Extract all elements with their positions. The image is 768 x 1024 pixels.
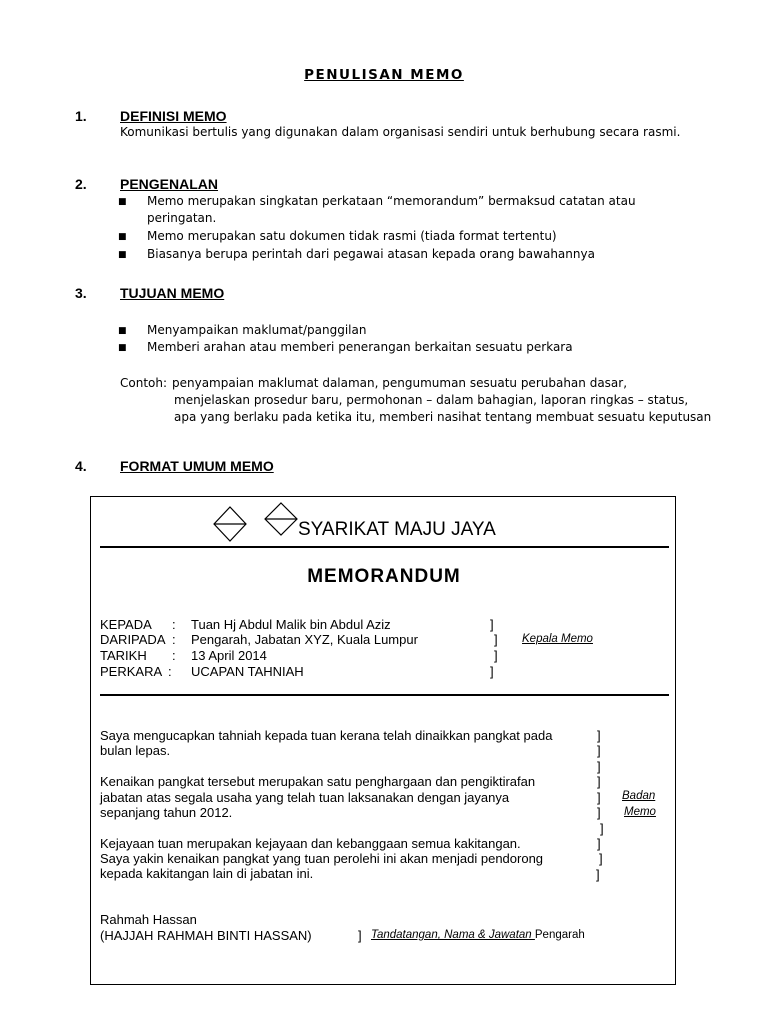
bracket: ]: [494, 648, 498, 663]
bullet-icon: ■: [118, 232, 127, 242]
signer-name: Rahmah Hassan: [100, 912, 197, 927]
bracket: ]: [597, 728, 601, 743]
signature-suffix: Pengarah: [534, 929, 585, 941]
bracket: ]: [597, 774, 601, 789]
company-logo: [210, 502, 300, 546]
bracket: ]: [597, 805, 601, 820]
field-value-perkara: UCAPAN TAHNIAH: [191, 664, 304, 679]
field-value-daripada: Pengarah, Jabatan XYZ, Kuala Lumpur: [191, 632, 418, 647]
pengenalan-item-3: Biasanya berupa perintah dari pegawai atasan kepada orang bawahannya: [147, 247, 595, 261]
bracket: ]: [358, 928, 362, 943]
contoh-label: Contoh:: [120, 376, 168, 390]
tujuan-item-2: Memberi arahan atau memberi penerangan berkaitan sesuatu perkara: [147, 340, 573, 354]
section-1-number: 1.: [75, 108, 87, 124]
field-value-tarikh: 13 April 2014: [191, 648, 267, 663]
page-title: PENULISAN MEMO: [304, 67, 464, 83]
section-4-heading: FORMAT UMUM MEMO: [120, 458, 274, 474]
section-4-number: 4.: [75, 458, 87, 474]
field-label-kepada: KEPADA: [100, 617, 152, 632]
bullet-icon: ■: [118, 250, 127, 260]
field-sep: :: [172, 617, 176, 632]
section-3-number: 3.: [75, 285, 87, 301]
contoh-line-1: penyampaian maklumat dalaman, pengumuman sesuatu perubahan dasar,: [172, 376, 628, 390]
tujuan-item-1: Menyampaikan maklumat/panggilan: [147, 323, 367, 337]
contoh-line-3: apa yang berlaku pada ketika itu, memberi nasihat tentang membuat sesuatu keputusan: [174, 410, 712, 424]
bullet-icon: ■: [118, 197, 127, 207]
body-line: bulan lepas.: [100, 743, 171, 758]
definisi-text: Komunikasi bertulis yang digunakan dalam organisasi sendiri untuk berhubung secara rasmi.: [120, 125, 681, 139]
field-sep: :: [172, 632, 176, 647]
section-1-heading: DEFINISI MEMO: [120, 108, 227, 124]
field-label-perkara: PERKARA: [100, 664, 163, 679]
bracket: ]: [597, 790, 601, 805]
pengenalan-item-1-cont: peringatan.: [147, 211, 217, 225]
badan-memo-label: Badan: [622, 790, 656, 802]
field-label-tarikh: TARIKH: [100, 648, 147, 663]
field-sep: :: [172, 648, 176, 663]
body-line: jabatan atas segala usaha yang telah tuan laksanakan dengan jayanya: [100, 790, 510, 805]
section-2-number: 2.: [75, 176, 87, 192]
kepala-memo-label: Kepala Memo: [522, 633, 593, 645]
body-line: Saya mengucapkan tahniah kepada tuan kerana telah dinaikkan pangkat pada: [100, 728, 553, 743]
body-line: Saya yakin kenaikan pangkat yang tuan perolehi ini akan menjadi pendorong: [100, 851, 544, 866]
section-3-heading: TUJUAN MEMO: [120, 285, 225, 301]
bracket: ]: [597, 836, 601, 851]
company-name: SYARIKAT MAJU JAYA: [298, 519, 496, 540]
bracket: ]: [494, 632, 498, 647]
field-value-kepada: Tuan Hj Abdul Malik bin Abdul Aziz: [191, 617, 391, 632]
field-sep: :: [168, 664, 172, 679]
pengenalan-item-2: Memo merupakan satu dokumen tidak rasmi (tiada format tertentu): [147, 229, 557, 243]
body-line: Kenaikan pangkat tersebut merupakan satu penghargaan dan pengiktirafan: [100, 774, 536, 789]
field-label-daripada: DARIPADA: [100, 632, 166, 647]
bracket: ]: [599, 851, 603, 866]
signature-annotation: [371, 929, 585, 941]
body-line: kepada kakitangan lain di jabatan ini.: [100, 866, 314, 881]
bracket: ]: [597, 743, 601, 758]
bracket: ]: [490, 617, 494, 632]
pengenalan-item-1: Memo merupakan singkatan perkataan “memorandum” bermaksud catatan atau: [147, 194, 636, 208]
signer-full-name: (HAJJAH RAHMAH BINTI HASSAN): [100, 928, 312, 943]
badan-memo-label: Memo: [624, 806, 656, 818]
bullet-icon: ■: [118, 326, 127, 336]
bracket: ]: [596, 867, 600, 882]
body-line: sepanjang tahun 2012.: [100, 805, 233, 820]
signature-label: Tandatangan, Nama & Jawatan: [371, 929, 535, 941]
contoh-line-2: menjelaskan prosedur baru, permohonan – dalam bahagian, laporan ringkas – status,: [174, 393, 689, 407]
memo-heading: MEMORANDUM: [307, 566, 461, 587]
header-rule: [100, 546, 669, 548]
bracket: ]: [600, 821, 604, 836]
section-2-heading: PENGENALAN: [120, 176, 219, 192]
body-rule: [100, 694, 669, 696]
bracket: ]: [597, 759, 601, 774]
body-line: Kejayaan tuan merupakan kejayaan dan kebanggaan semua kakitangan.: [100, 836, 521, 851]
bullet-icon: ■: [118, 343, 127, 353]
bracket: ]: [490, 664, 494, 679]
